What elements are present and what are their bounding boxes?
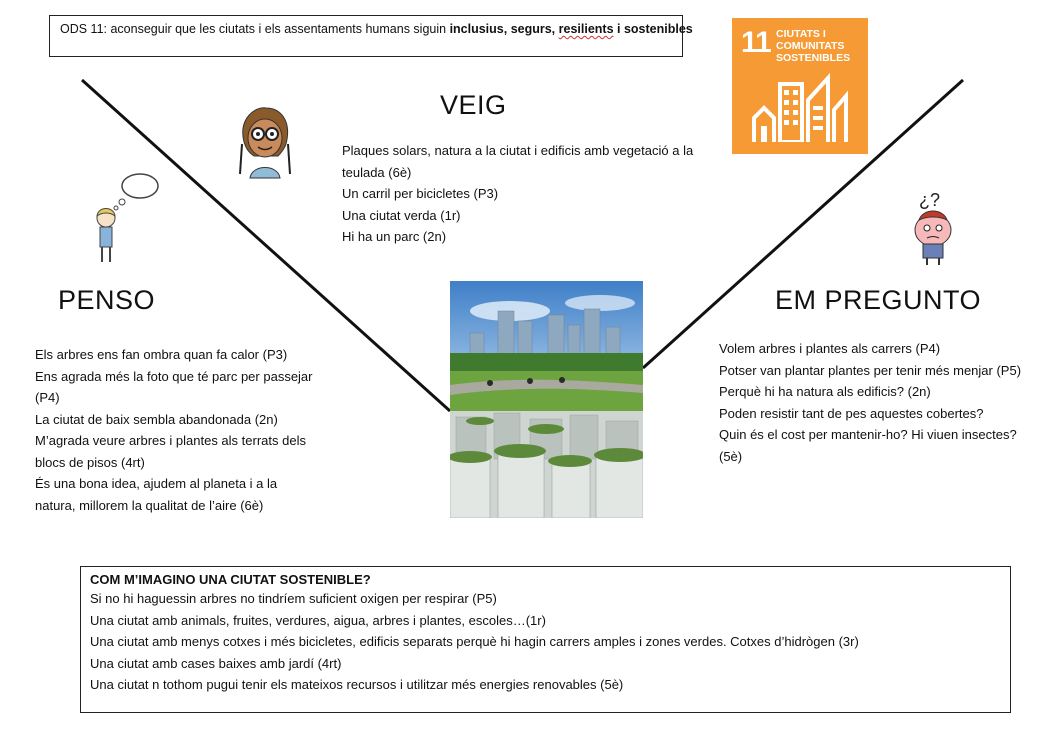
veig-line: Un carril per bicicletes (P3): [342, 186, 499, 201]
ods-header-box: [49, 15, 693, 57]
bottom-line: Una ciutat amb cases baixes amb jardí (4rt): [90, 655, 342, 671]
em-pregunto-line: Quin és el cost per mantenir-ho? Hi viuen insectes? (5è): [719, 427, 1017, 464]
em-pregunto-line: Volem arbres i plantes als carrers (P4): [719, 341, 941, 356]
em-pregunto-line: Perquè hi ha natura als edificis? (2n): [719, 384, 931, 399]
veig-line: Una ciutat verda (1r): [342, 207, 461, 223]
bottom-line: Una ciutat n tothom pugui tenir els mateixos recursos i utilitzar més energies renovables (5è): [90, 677, 624, 692]
ods-header-bold1: inclusius, segurs,: [449, 22, 559, 36]
green-roofs-photo: [450, 411, 643, 518]
ods-header-bold2: resilients: [558, 22, 614, 36]
girl-glasses-illustration: [234, 104, 296, 180]
em-pregunto-line: Poden resistir tant de pes aquestes cobertes?: [719, 405, 984, 421]
veig-heading: VEIG: [440, 90, 507, 120]
penso-line: M’agrada veure arbres i plantes als terrats dels blocs de pisos (4rt): [35, 433, 306, 470]
veig-line: Hi ha un parc (2n): [342, 229, 447, 244]
city-park-photo: [450, 281, 643, 411]
bottom-imagination-box: [80, 566, 1011, 713]
penso-line: Ens agrada més la foto que té parc per passejar (P4): [35, 368, 313, 405]
penso-line: És una bona idea, ajudem al planeta i a la natura, millorem la qualitat de l’aire (6è): [35, 476, 278, 513]
em-pregunto-text: [719, 338, 1025, 467]
city-buildings-icon: [750, 70, 850, 142]
penso-text: [35, 344, 313, 516]
sdg-title-line1: CIUTATS I COMUNITATS: [776, 28, 845, 52]
bottom-line: Si no hi haguessin arbres no tindríem suficient oxigen per respirar (P5): [90, 591, 497, 606]
questioning-boy-illustration: [905, 190, 963, 266]
svg-text:¿?: ¿?: [919, 190, 941, 210]
sdg-title-line2: SOSTENIBLES: [776, 52, 851, 64]
veig-line: Plaques solars, natura a la ciutat i edificis amb vegetació a la teulada (6è): [342, 143, 694, 180]
ods-header-suffix: i sostenibles: [613, 22, 693, 36]
penso-line: Els arbres ens fan ombra quan fa calor (P3): [35, 347, 288, 362]
sdg11-logo: [732, 18, 868, 154]
veig-text: [342, 140, 720, 248]
sdg-title: [776, 28, 868, 64]
ods-header-prefix: ODS 11: aconseguir que les ciutats i els assentaments humans siguin: [60, 22, 450, 36]
thinking-child-illustration: [88, 170, 160, 266]
sdg-number: 11: [741, 26, 771, 59]
bottom-line: Una ciutat amb menys cotxes i més bicicletes, edificis separats perquè hi hagin carrers amples i zones verdes. Cotxes d’hidrògen (3r): [90, 634, 859, 649]
bottom-line: Una ciutat amb animals, fruites, verdures, aigua, arbres i plantes, escoles…(1r): [90, 612, 546, 628]
em-pregunto-line: Potser van plantar plantes per tenir més menjar (P5): [719, 362, 1022, 378]
penso-line: La ciutat de baix sembla abandonada (2n): [35, 411, 278, 427]
penso-heading: PENSO: [58, 285, 156, 315]
bottom-title: COM M’IMAGINO UNA CIUTAT SOSTENIBLE?: [90, 572, 371, 587]
em-pregunto-heading: EM PREGUNTO: [775, 285, 982, 315]
